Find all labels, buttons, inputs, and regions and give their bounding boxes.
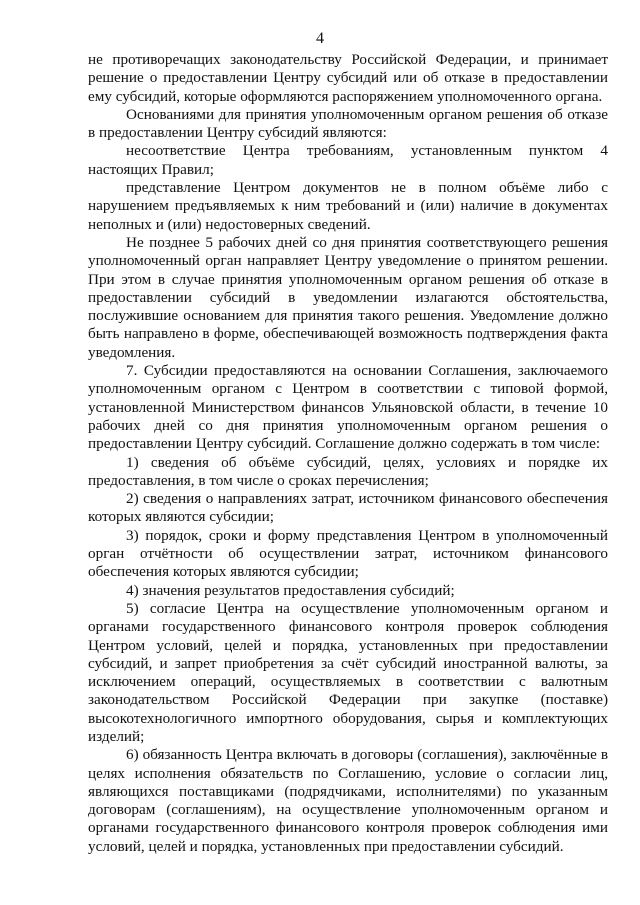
paragraph-clause-7: 7. Субсидии предоставляются на основании Соглашения, заключаемого уполномоченным органом с Центром в соответствии с типовой формой, установленной Министерством финансов Ульяновской области, в течение 10 рабочих дней со дня принятия уполномоченным органом решения о предоставлении Центру субсидий. Соглашение должно содержать в том числе: [88, 362, 608, 453]
list-item-4: 4) значения результатов предоставления субсидий; [126, 581, 455, 599]
paragraph-continuation: не противоречащих законодательству Российской Федерации, и принимает решение о предоставлении Центру субсидий или об отказе в предоставлении ему субсидий, которые оформляются распоряжением уполномоченного органа. [88, 51, 608, 105]
paragraph-incomplete-documents: представление Центром документов не в полном объёме либо с нарушением предъявляемых к ним требований и (или) наличие в документах неполных и (или) недостоверных сведений. [88, 179, 608, 233]
list-item-5: 5) согласие Центра на осуществление уполномоченным органом и органами государственного финансового контроля проверок соблюдения Центром условий, целей и порядка, установленных при предоставлении субсидий, и запрет приобретения за счёт субсидий иностранной валюты, за исключением операций, осуществляемых в соответствии с валютным законодательством Российской Федерации при закупке (поставке) высокотехнологичного импортного оборудования, сырья и комплектующих изделий; [88, 599, 608, 745]
paragraph-notification: Не позднее 5 рабочих дней со дня принятия соответствующего решения уполномоченный орган направляет Центру уведомление о принятом решении. При этом в случае принятия уполномоченным органом решения об отказе в предоставлении субсидий в уведомлении излагаются обстоятельства, послужившие основанием для принятия такого решения. Уведомление должно быть направлено в форме, обеспечивающей возможность подтверждения факта уведомления. [88, 233, 608, 361]
list-item-1: 1) сведения об объёме субсидий, целях, условиях и порядке их предоставления, в том числе о сроках перечисления; [88, 453, 608, 489]
list-item-2: 2) сведения о направлениях затрат, источником финансового обеспечения которых являются субсидии; [88, 490, 608, 526]
page-number: 4 [316, 30, 324, 47]
list-item-3: 3) порядок, сроки и форму представления Центром в уполномоченный орган отчётности об осуществлении затрат, источником финансового обеспечения которых являются субсидии; [88, 526, 608, 581]
document-body [88, 51, 608, 856]
list-item-6: 6) обязанность Центра включать в договоры (соглашения), заключённые в целях исполнения обязательств по Соглашению, условие о согласии лиц, являющихся поставщиками (подрядчиками, исполнителями) по указанным договорам (соглашениям), на осуществление уполномоченным органом и органами государственного финансового контроля проверок соблюдения ими условий, целей и порядка, установленных при предоставлении субсидий. [88, 746, 608, 855]
paragraph-nonconformity: несоответствие Центра требованиям, установленным пунктом 4 настоящих Правил; [88, 142, 608, 178]
paragraph-refusal-grounds: Основаниями для принятия уполномоченным органом решения об отказе в предоставлении Центру субсидий являются: [88, 105, 608, 142]
